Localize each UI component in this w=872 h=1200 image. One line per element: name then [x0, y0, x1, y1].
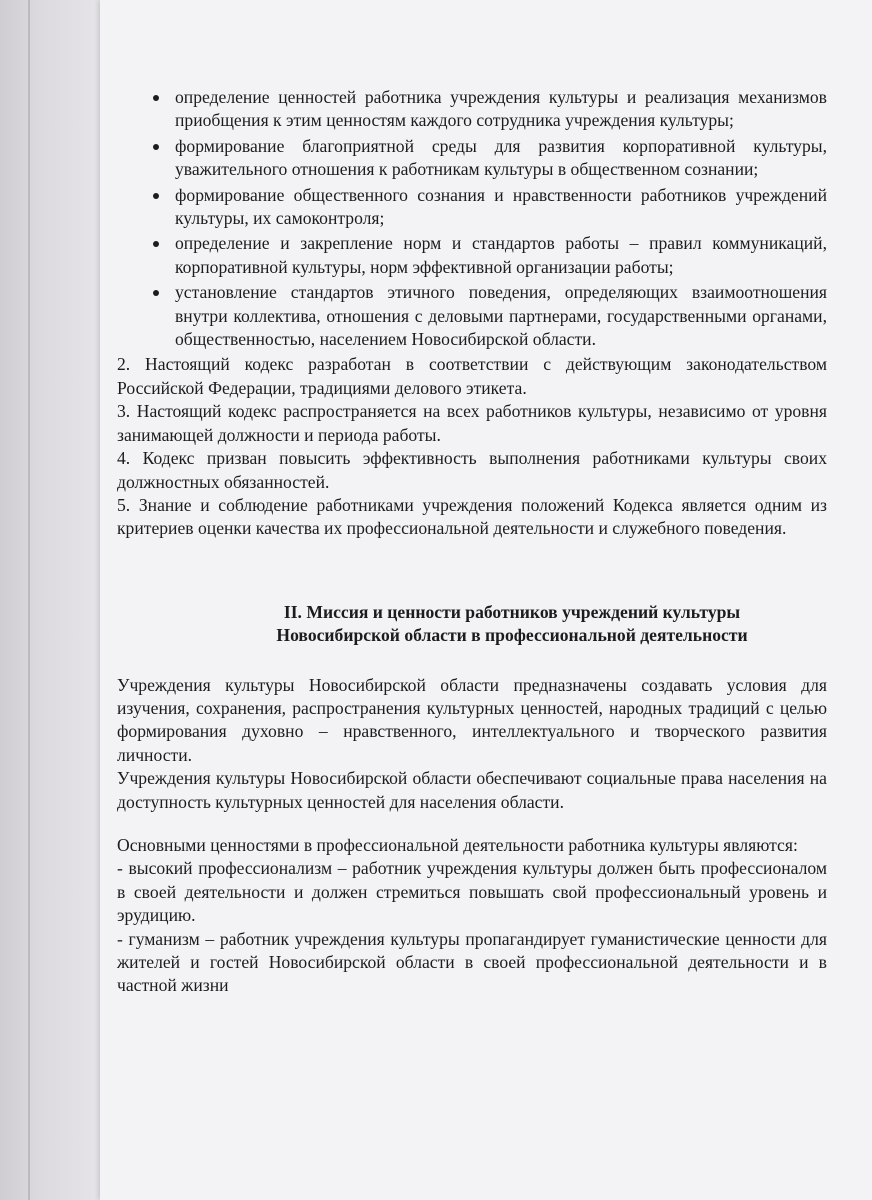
previous-page-edge [0, 0, 100, 1200]
bullet-icon [153, 95, 159, 101]
bullet-icon [153, 193, 159, 199]
clause-5: 5. Знание и соблюдение работниками учреждения положений Кодекса является одним из критериев оценки качества их профессиональной деятельности и служебного поведения. [117, 494, 827, 539]
list-item: формирование общественного сознания и нравственности работников учреждений культуры, их самоконтроля; [117, 184, 827, 231]
list-item: установление стандартов этичного поведения, определяющих взаимоотношения внутри коллектива, отношения с деловыми партнерами, государственными органами, общественностью, населением Новосибирской области. [117, 281, 827, 351]
paragraph-humanism: - гуманизм – работник учреждения культуры пропагандирует гуманистические ценности для жителей и гостей Новосибирской области в своей профессиональной деятельности и в частной жизни [117, 928, 827, 996]
paragraph-mission: Учреждения культуры Новосибирской области предназначены создавать условия для изучения, сохранения, распространения культурных ценностей, народных традиций с целью формирования духовно – нравственного, интеллектуального и творческого развития личности. [117, 674, 827, 765]
paragraph-values-intro: Основными ценностями в профессиональной деятельности работника культуры являются: [117, 834, 798, 855]
section-heading [117, 601, 827, 648]
section-title-line-2: Новосибирской области в профессиональной деятельности [276, 625, 748, 646]
goals-list [117, 86, 827, 351]
paragraph-social-rights: Учреждения культуры Новосибирской области обеспечивают социальные права населения на доступность культурных ценностей для населения области. [117, 768, 827, 812]
bullet-icon [153, 241, 159, 247]
clause-2: 2. Настоящий кодекс разработан в соответствии с действующим законодательством Российской Федерации, традициями делового этикета. [117, 354, 827, 398]
page-fold-line [28, 0, 30, 1200]
document-body [117, 86, 827, 998]
clause-4: 4. Кодекс призван повысить эффективность выполнения работниками культуры своих должностных обязанностей. [117, 448, 827, 492]
list-item: определение ценностей работника учреждения культуры и реализация механизмов приобщения к этим ценностям каждого сотрудника учреждения культуры; [117, 86, 827, 133]
clause-3: 3. Настоящий кодекс распространяется на всех работников культуры, независимо от уровня занимающей должности и периода работы. [117, 401, 827, 445]
list-item: формирование благоприятной среды для развития корпоративной культуры, уважительного отношения к работникам культуры в общественном сознании; [117, 135, 827, 182]
bullet-icon [153, 290, 159, 296]
bullet-icon [153, 144, 159, 150]
list-item: определение и закрепление норм и стандартов работы – правил коммуникаций, корпоративной культуры, норм эффективной организации работы; [117, 232, 827, 279]
paragraph-professionalism: - высокий профессионализм – работник учреждения культуры должен быть профессионалом в своей деятельности и должен стремиться повышать свой профессиональный уровень и эрудицию. [117, 858, 827, 926]
section-title-line-1: II. Миссия и ценности работников учреждений культуры [283, 601, 741, 622]
